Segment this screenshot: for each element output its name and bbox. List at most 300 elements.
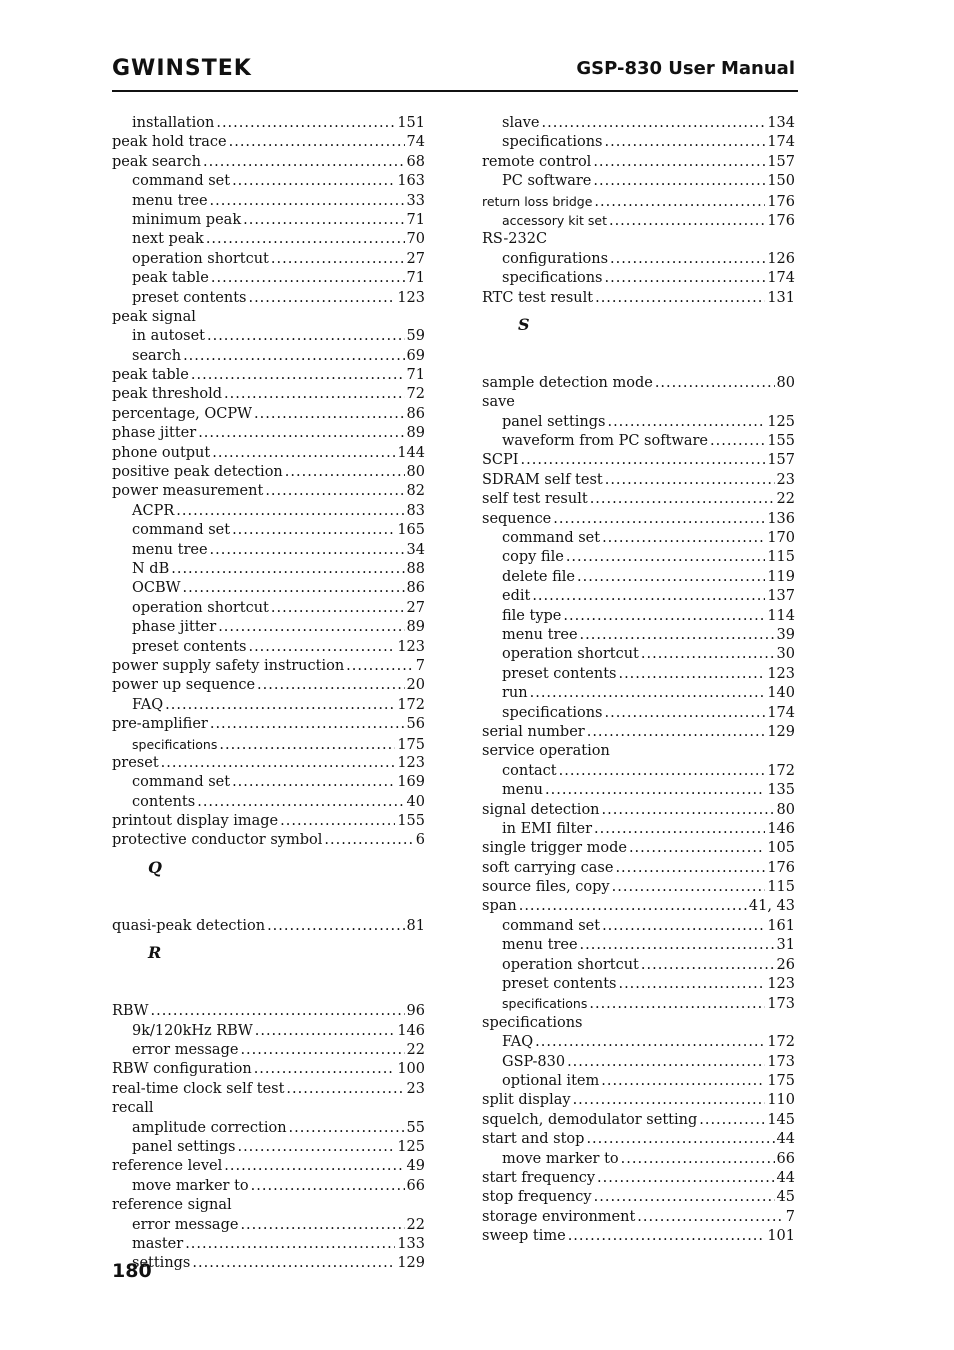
index-page-ref: 27 [406,250,425,267]
index-term: RBW [112,1003,149,1020]
dot-leader [618,975,765,994]
index-term: specifications [502,270,603,287]
index-subentry [112,269,425,288]
index-page-ref: 129 [767,723,795,740]
dot-leader [240,1041,404,1060]
index-subentry [112,230,425,249]
index-page-ref: 161 [767,917,795,934]
index-subentry [112,599,425,618]
index-term: amplitude correction [132,1119,287,1136]
dot-leader [607,413,765,432]
index-entry [112,1196,425,1215]
dot-leader [604,704,765,723]
dot-leader [590,490,775,509]
index-page-ref: 41, 43 [748,898,795,915]
dot-leader [580,626,775,645]
index-entry [112,133,425,152]
index-entry [112,1099,425,1118]
index-term: search [132,347,182,364]
index-entry [482,451,795,470]
index-page-ref: 86 [406,405,425,422]
index-page-ref: 123 [397,754,425,771]
index-page-ref: 74 [406,134,425,151]
dot-leader [602,801,775,820]
dot-leader [206,230,405,249]
dot-leader [197,793,404,812]
index-subentry [482,936,795,955]
index-term: minimum peak [132,211,242,228]
index-term: command set [502,917,601,934]
dot-leader [595,289,765,308]
index-subentry [112,521,425,540]
dot-leader [609,212,765,231]
dot-leader [219,736,395,755]
index-page-ref: 7 [785,1208,795,1225]
index-page-ref: 20 [406,677,425,694]
dot-leader [601,1072,765,1091]
index-entry [112,831,425,850]
index-page-ref: 22 [406,1042,425,1059]
index-page-ref: 119 [767,568,795,585]
index-entry [482,490,795,509]
index-page-ref: 69 [406,347,425,364]
index-term: settings [132,1255,191,1272]
dot-leader [218,618,404,637]
dot-leader [553,510,765,529]
dot-leader [271,250,405,269]
index-term: sequence [482,510,552,527]
index-subentry [482,1053,795,1072]
index-term: move marker to [132,1177,249,1194]
index-page-ref: 174 [767,704,795,721]
index-subentry [482,645,795,664]
index-column-right [482,114,795,1246]
index-entry [482,289,795,308]
gwinstek-logo: GWINSTEK [112,56,252,81]
index-term: peak table [132,270,209,287]
index-page-ref: 173 [767,996,795,1013]
index-subentry [112,1177,425,1196]
index-column-left [112,114,425,1274]
index-subentry [482,568,795,587]
index-subentry [482,762,795,781]
dot-leader [289,1119,405,1138]
index-term: stop frequency [482,1189,592,1206]
index-page-ref: 131 [767,289,795,306]
index-page-ref: 146 [767,820,795,837]
dot-leader [521,451,766,470]
index-term: self test result [482,491,588,508]
index-page-ref: 45 [776,1189,795,1206]
dot-leader [602,917,765,936]
index-page-ref: 31 [776,937,795,954]
index-page-ref: 176 [767,212,795,229]
dot-leader [271,599,405,618]
dot-leader [229,133,405,152]
dot-leader [211,269,405,288]
dot-leader [594,1188,775,1207]
dot-leader [191,366,405,385]
index-subentry [482,975,795,994]
dot-leader [232,521,395,540]
dot-leader [519,897,747,916]
dot-leader [566,548,765,567]
index-page-ref: 66 [406,1177,425,1194]
dot-leader [577,568,765,587]
index-page-ref: 44 [776,1131,795,1148]
index-entry [482,471,795,490]
index-term: real-time clock self test [112,1080,285,1097]
index-page-ref: 150 [767,173,795,190]
index-term: RTC test result [482,289,594,306]
index-term: command set [502,530,601,547]
index-page-ref: 172 [397,696,425,713]
index-term: peak search [112,153,201,170]
index-section-letter: Q [148,857,162,877]
index-subentry [112,1216,425,1235]
index-term: menu tree [502,937,578,954]
index-term: waveform from PC software [502,433,708,450]
index-page-ref: 40 [406,793,425,810]
index-page-ref: 176 [767,859,795,876]
index-term: signal detection [482,801,600,818]
index-page-ref: 80 [776,801,795,818]
index-entry [482,153,795,172]
index-entry [112,1157,425,1176]
dot-leader [618,665,765,684]
index-term: in EMI filter [502,820,593,837]
index-page-ref: 88 [406,560,425,577]
index-term: PC software [502,173,592,190]
index-entry [112,444,425,463]
index-term: phase jitter [112,425,197,442]
index-page-ref: 170 [767,530,795,547]
index-entry [482,801,795,820]
dot-leader [267,917,404,936]
index-subentry [482,1033,795,1052]
dot-leader [232,172,395,191]
index-page-ref: 30 [776,646,795,663]
index-term: menu tree [132,541,208,558]
index-entry [112,676,425,695]
dot-leader [594,820,765,839]
dot-leader [605,471,775,490]
index-subentry [112,1254,425,1273]
index-subentry [482,133,795,152]
index-page-ref: 80 [776,374,795,391]
dot-leader [580,936,775,955]
index-subentry [482,211,795,230]
dot-leader [183,579,405,598]
index-page-ref: 165 [397,522,425,539]
dot-leader [198,424,404,443]
dot-leader [255,1022,396,1041]
dot-leader [324,831,413,850]
index-page-ref: 155 [767,433,795,450]
index-entry [112,1080,425,1099]
index-entry [482,723,795,742]
index-entry [482,1169,795,1188]
index-page-ref: 155 [397,813,425,830]
dot-leader [542,114,766,133]
index-subentry [482,820,795,839]
index-term: positive peak detection [112,464,283,481]
index-page-ref: 123 [767,976,795,993]
index-entry [482,839,795,858]
index-term: soft carrying case [482,859,614,876]
index-term: peak table [112,367,189,384]
index-subentry [112,502,425,521]
index-page-ref: 174 [767,270,795,287]
index-term: reference signal [112,1197,232,1214]
index-subentry [482,956,795,975]
index-term: preset [112,754,159,771]
index-page-ref: 81 [406,917,425,934]
index-subentry [482,432,795,451]
index-page-ref: 56 [406,716,425,733]
index-term: protective conductor symbol [112,832,323,849]
index-term: source files, copy [482,879,610,896]
page-number: 180 [112,1260,152,1282]
index-term: preset contents [132,638,247,655]
index-term: power measurement [112,483,264,500]
index-subentry [482,172,795,191]
index-entry [112,385,425,404]
dot-leader [604,133,765,152]
index-entry [112,463,425,482]
index-entry [112,1002,425,1021]
index-page-ref: 39 [776,626,795,643]
index-term: phone output [112,444,211,461]
index-subentry [112,1022,425,1041]
index-entry [482,192,795,211]
index-page-ref: 126 [767,250,795,267]
index-entry [482,510,795,529]
index-subentry [112,192,425,211]
index-term: file type [502,607,562,624]
index-term: save [482,394,515,411]
dot-leader [254,1060,396,1079]
dot-leader [615,859,765,878]
index-entry [482,393,795,412]
dot-leader [171,560,404,579]
dot-leader [597,1169,775,1188]
index-term: recall [112,1100,154,1117]
index-page-ref: 114 [767,607,795,624]
index-page-ref: 101 [767,1228,795,1245]
dot-leader [176,502,404,521]
index-page-ref: 172 [767,1034,795,1051]
dot-leader [612,878,766,897]
dot-leader [210,715,405,734]
index-subentry [112,735,425,754]
dot-leader [286,1080,404,1099]
manual-title: GSP-830 User Manual [576,58,795,79]
index-term: menu tree [132,192,208,209]
dot-leader [535,1033,765,1052]
dot-leader [224,1157,404,1176]
index-term: 9k/120kHz RBW [132,1022,253,1039]
index-subentry [482,587,795,606]
index-entry [112,715,425,734]
index-section-letter: S [518,314,530,334]
index-page-ref: 175 [397,736,425,753]
dot-leader [185,1235,395,1254]
index-term: command set [132,774,231,791]
dot-leader [637,1208,783,1227]
index-term: sample detection mode [482,374,653,391]
index-term: delete file [502,568,575,585]
dot-leader [210,192,405,211]
dot-leader [567,1053,765,1072]
index-page-ref: 174 [767,134,795,151]
dot-leader [257,676,405,695]
index-entry [482,859,795,878]
dot-leader [530,684,766,703]
index-page-ref: 145 [767,1111,795,1128]
index-term: master [132,1235,184,1252]
index-subentry [112,289,425,308]
index-page-ref: 163 [397,173,425,190]
index-subentry [482,994,795,1013]
index-page-ref: 66 [776,1150,795,1167]
index-entry [112,308,425,327]
index-entry [112,812,425,831]
dot-leader [594,193,765,212]
index-term: printout display image [112,813,279,830]
index-term: RBW configuration [112,1061,252,1078]
index-term: contact [502,762,557,779]
index-term: SDRAM self test [482,471,603,488]
index-page-ref: 72 [406,386,425,403]
dot-leader [655,374,775,393]
index-page-ref: 6 [415,832,425,849]
dot-leader [165,696,395,715]
index-page-ref: 129 [397,1255,425,1272]
index-term: slave [502,115,540,131]
index-page-ref: 176 [767,193,795,210]
index-term: peak signal [112,308,196,325]
index-subentry [482,114,795,133]
dot-leader [237,1138,395,1157]
index-entry [482,1208,795,1227]
dot-leader [248,638,395,657]
dot-leader [216,114,395,133]
dot-leader [207,327,405,346]
index-subentry [482,917,795,936]
dot-leader [602,529,765,548]
index-page-ref: 115 [767,549,795,566]
index-page-ref: 22 [406,1216,425,1233]
index-term: command set [132,173,231,190]
index-term: run [502,685,528,702]
index-page-ref: 71 [406,270,425,287]
index-entry [482,1091,795,1110]
index-entry [482,897,795,916]
index-term: ACPR [132,502,175,519]
index-subentry [112,114,425,133]
index-page-ref: 144 [397,444,425,461]
index-page-ref: 27 [406,599,425,616]
index-subentry [482,269,795,288]
index-term: FAQ [132,696,164,713]
index-term: start and stop [482,1131,585,1148]
index-entry [482,1227,795,1246]
dot-leader [559,762,766,781]
index-term: storage environment [482,1208,636,1225]
dot-leader [203,153,405,172]
index-term: service operation [482,743,610,760]
index-page-ref: 23 [406,1080,425,1097]
index-term: FAQ [502,1034,534,1051]
index-subentry [112,579,425,598]
index-term: error message [132,1216,239,1233]
index-term: peak hold trace [112,134,227,151]
dot-leader [285,463,405,482]
index-page-ref: 123 [397,289,425,306]
index-subentry [482,607,795,626]
index-page-ref: 151 [397,115,425,131]
index-subentry [482,704,795,723]
index-term: in autoset [132,328,205,345]
index-term: command set [132,522,231,539]
dot-leader [568,1227,766,1246]
index-entry [112,153,425,172]
index-term: configurations [502,250,609,267]
index-subentry [112,541,425,560]
dot-leader [532,587,765,606]
index-page-ref: 86 [406,580,425,597]
index-term: specifications [132,736,218,752]
index-entry [482,1130,795,1149]
index-page-ref: 172 [767,762,795,779]
dot-leader [224,385,405,404]
index-subentry [112,696,425,715]
index-page-ref: 70 [406,231,425,248]
header-divider [112,90,798,92]
index-term: panel settings [132,1138,236,1155]
index-subentry [482,665,795,684]
dot-leader [161,754,396,773]
index-subentry [112,1119,425,1138]
dot-leader [641,645,775,664]
index-entry [482,374,795,393]
index-page-ref: 173 [767,1053,795,1070]
index-term: accessory kit set [502,212,607,228]
index-entry [482,1188,795,1207]
index-term: peak threshold [112,386,223,403]
index-term: remote control [482,153,592,170]
index-page-ref: 96 [406,1003,425,1020]
dot-leader [243,211,404,230]
index-entry [112,917,425,936]
dot-leader [589,995,765,1014]
index-page-ref: 134 [767,115,795,131]
index-term: pre-amplifier [112,716,208,733]
index-entry [482,230,795,249]
index-term: phase jitter [132,619,217,636]
index-subentry [112,1041,425,1060]
index-term: move marker to [502,1150,619,1167]
index-term: edit [502,588,531,605]
index-page-ref: 26 [776,956,795,973]
index-term: return loss bridge [482,193,593,209]
index-page-ref: 34 [406,541,425,558]
index-term: specifications [482,1014,583,1031]
index-page-ref: 100 [397,1061,425,1078]
index-subentry [482,548,795,567]
index-subentry [482,250,795,269]
